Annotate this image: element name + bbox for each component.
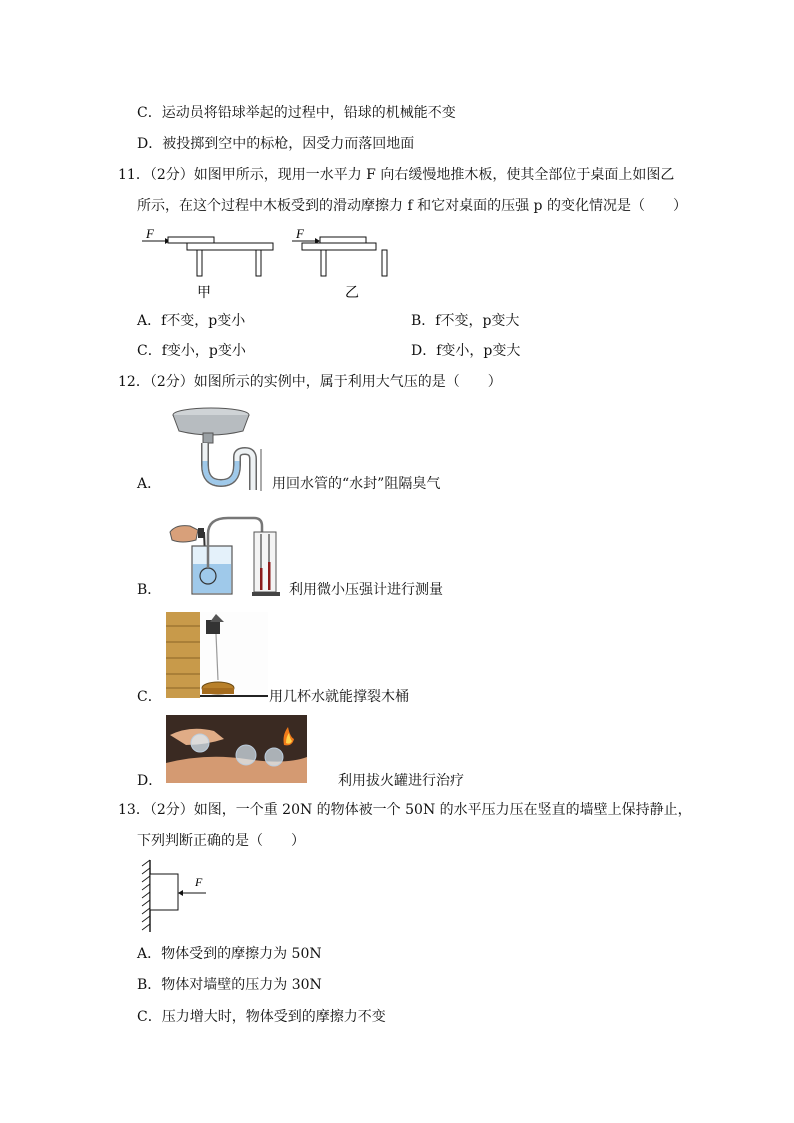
q13-arrowhead xyxy=(178,890,183,896)
q13-stem-line2: 下列判断正确的是（ ） xyxy=(137,833,305,849)
q11-figure-yi xyxy=(292,226,387,301)
q12-option-d-text: 利用拔火罐进行治疗 xyxy=(338,773,464,789)
q11-force-label-yi: F xyxy=(296,226,304,241)
q11-table-leg-left-jia xyxy=(197,250,202,276)
q12-option-a-sink-trap-image xyxy=(165,405,270,493)
q12-option-a-text: 用回水管的“水封”阻隔臭气 xyxy=(272,476,441,492)
q11-table-leg-right-yi xyxy=(382,250,387,276)
q11-board-jia xyxy=(168,237,214,243)
q11-option-b: B．f不变，p变大 xyxy=(411,313,520,329)
q11-tabletop-yi xyxy=(302,243,376,250)
q13-force-label: F xyxy=(195,875,203,889)
q10-option-c: C．运动员将铅球举起的过程中，铅球的机械能不变 xyxy=(137,105,456,121)
q12-option-c-text: 用几杯水就能撑裂木桶 xyxy=(269,689,409,705)
q11-option-c: C．f变小，p变小 xyxy=(137,343,246,359)
q11-stem-line2: 所示，在这个过程中木板受到的滑动摩擦力 f 和它对桌面的压强 p 的变化情况是（ ） xyxy=(137,198,687,214)
q13-option-b: B．物体对墙壁的压力为 30N xyxy=(137,977,322,993)
q12-option-b-letter: B． xyxy=(137,582,162,598)
q11-option-d: D．f变小，p变大 xyxy=(411,343,521,359)
q12-option-a-letter: A． xyxy=(137,476,162,492)
q11-force-label-jia: F xyxy=(146,226,154,241)
q12-option-d-cupping-image xyxy=(166,715,307,783)
q13-block xyxy=(150,874,178,910)
q13-stem-line1: 13．（2分）如图，一个重 20N 的物体被一个 50N 的水平压力压在竖直的墙壁上保持静止， xyxy=(118,802,692,818)
q13-option-a: A．物体受到的摩擦力为 50N xyxy=(137,946,322,962)
q11-stem-line1: 11．（2分）如图甲所示，现用一水平力 F 向右缓慢地推木板，使其全部位于桌面上如图乙 xyxy=(118,167,675,183)
q11-board-yi xyxy=(320,237,366,243)
q11-table-leg-left-yi xyxy=(321,250,326,276)
q12-option-b-text: 利用微小压强计进行测量 xyxy=(289,582,443,598)
q11-caption-jia: 甲 xyxy=(197,286,211,301)
q10-option-d: D．被投掷到空中的标枪，因受力而落回地面 xyxy=(137,136,415,152)
q13-option-c: C．压力增大时，物体受到的摩擦力不变 xyxy=(137,1009,386,1025)
q12-option-c-barrel-image xyxy=(166,612,268,700)
q11-figure-boards-on-table xyxy=(140,222,390,302)
q12-option-b-pressure-gauge-image xyxy=(168,510,288,598)
q12-option-d-letter: D． xyxy=(137,773,163,789)
q13-figure-block-on-wall xyxy=(140,858,212,934)
q11-option-a: A．f不变，p变小 xyxy=(137,313,246,329)
q11-table-leg-right-jia xyxy=(256,250,261,276)
q12-stem: 12．（2分）如图所示的实例中，属于利用大气压的是（ ） xyxy=(118,374,502,390)
q11-tabletop-jia xyxy=(187,243,273,250)
q12-option-c-letter: C． xyxy=(137,689,162,705)
q13-wall-hatching xyxy=(142,860,150,932)
q11-figure-jia xyxy=(142,226,273,301)
q11-caption-yi: 乙 xyxy=(345,286,359,301)
